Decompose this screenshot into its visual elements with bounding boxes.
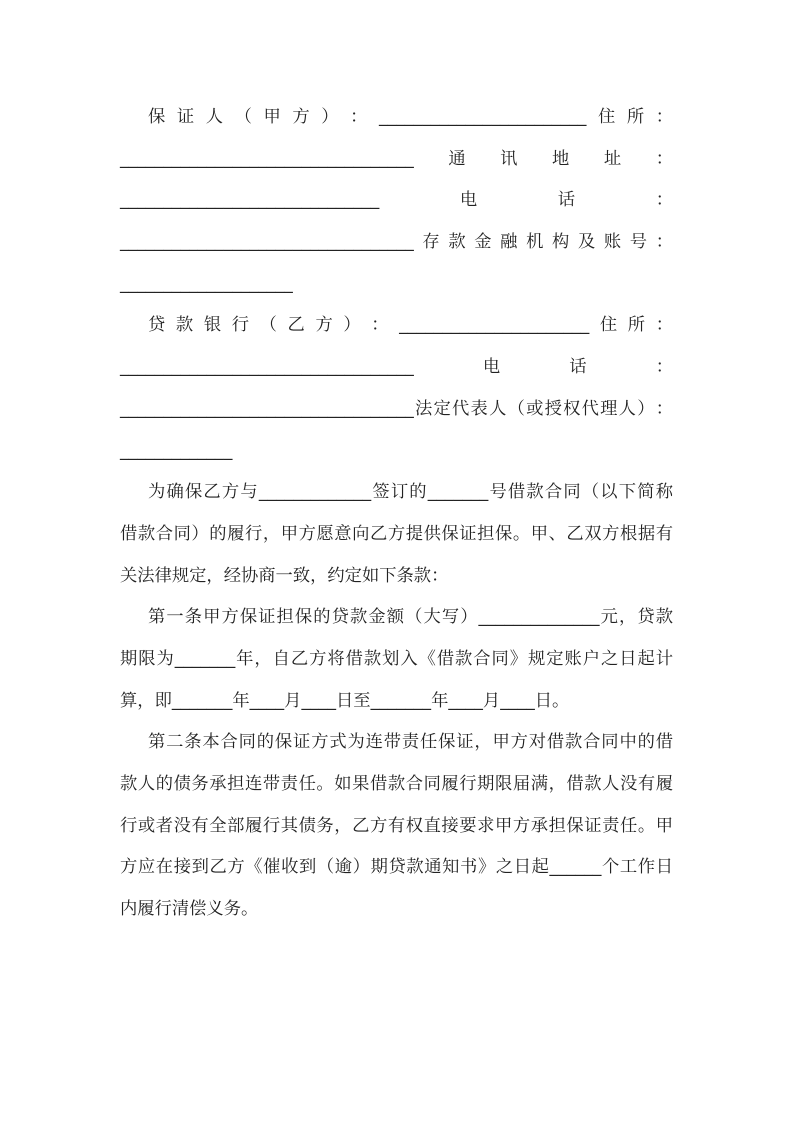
text-line: 期限为_______年，自乙方将借款划入《借款合同》规定账户之日起计 xyxy=(120,648,673,669)
text-line: _____________ xyxy=(120,440,233,461)
document-page xyxy=(120,97,673,931)
text-line: ______________________________电话： xyxy=(120,190,673,211)
article-2-paragraph xyxy=(120,722,673,930)
text-line: 为确保乙方与_____________签订的_______号借款合同（以下简称 xyxy=(148,482,673,503)
text-line: 第一条甲方保证担保的贷款金额（大写）______________元，贷款 xyxy=(148,607,673,628)
text-line: 借款合同）的履行，甲方愿意向乙方提供保证担保。甲、乙双方根据有 xyxy=(120,523,673,544)
text-line: 贷款银行（乙方）：______________________住所： xyxy=(148,315,673,336)
text-line: 行或者没有全部履行其债务，乙方有权直接要求甲方承担保证责任。甲 xyxy=(120,815,673,836)
article-1-paragraph xyxy=(120,597,673,722)
text-line: __________________________________法定代表人（或授权代理人）： xyxy=(120,398,673,419)
text-line: 保证人（甲方）：________________________住所： xyxy=(148,107,673,127)
text-line: 方应在接到乙方《催收到（逾）期贷款通知书》之日起______个工作日 xyxy=(120,857,673,878)
text-line: 算，即_______年____月____日至_______年____月____日。 xyxy=(120,690,570,711)
text-line: ____________________ xyxy=(120,273,293,294)
text-line: 第二条本合同的保证方式为连带责任保证，甲方对借款合同中的借 xyxy=(148,732,673,753)
text-line: __________________________________存款金融机构及账号： xyxy=(120,232,673,253)
text-line: 款人的债务承担连带责任。如果借款合同履行期限届满，借款人没有履 xyxy=(120,774,673,794)
lender-info-paragraph xyxy=(120,305,673,472)
preamble-paragraph xyxy=(120,472,673,597)
guarantor-info-paragraph xyxy=(120,97,673,305)
text-line: 关法律规定，经协商一致，约定如下条款： xyxy=(120,565,449,586)
text-line: __________________________________电话： xyxy=(120,357,673,378)
text-line: __________________________________通讯地址： xyxy=(120,148,673,169)
text-line: 内履行清偿义务。 xyxy=(120,899,259,920)
